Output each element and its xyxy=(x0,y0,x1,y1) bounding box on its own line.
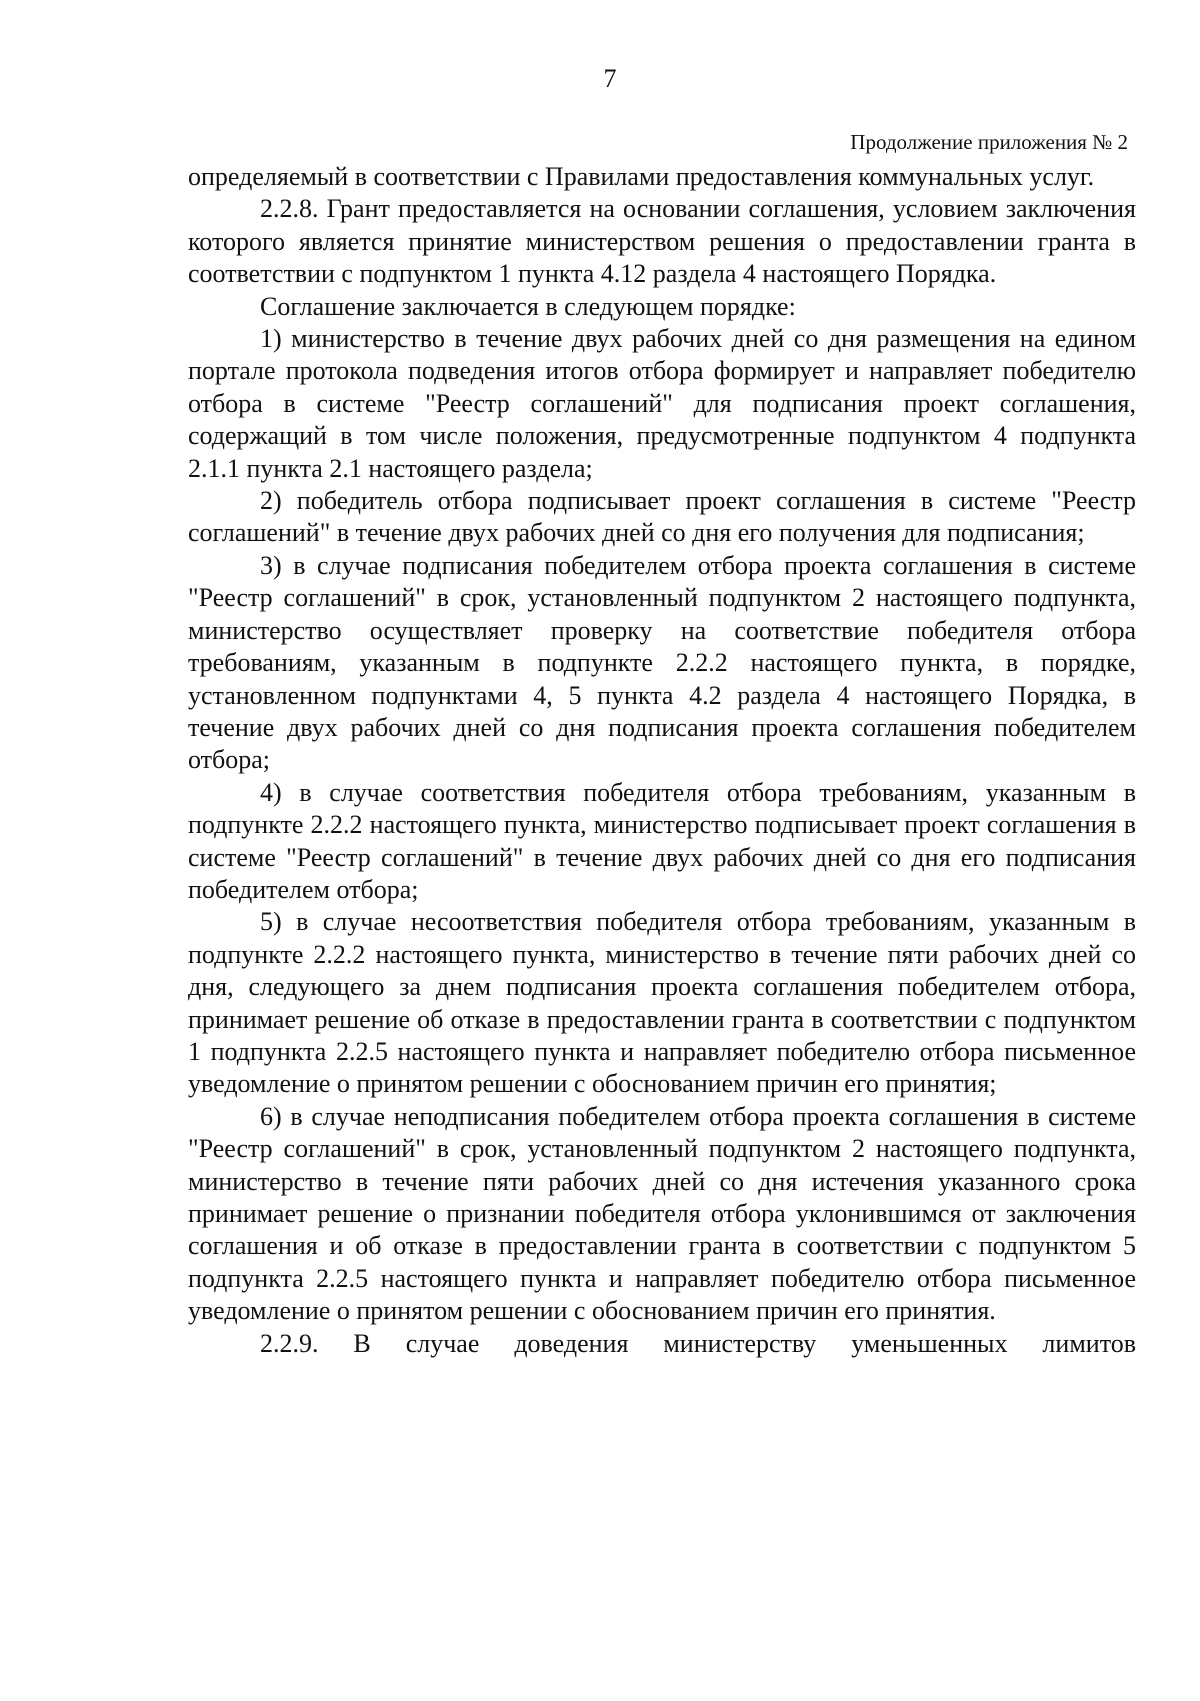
paragraph-2-2-9: 2.2.9. В случае доведения министерству уменьшенных лимитов xyxy=(260,1328,1136,1358)
paragraph-2-2-8: 2.2.8. Грант предоставляется на основании соглашения, условием заключения которого является принятие министерством решения о предоставлении гранта в соответствии с подпунктом 1 пункта 4.12 раздела 4 настоящего Порядка. xyxy=(188,194,1136,289)
document-body xyxy=(188,161,1136,1360)
page-number: 7 xyxy=(603,64,617,93)
paragraph-agreement-order: Соглашение заключается в следующем порядке: xyxy=(260,291,796,321)
list-item-5: 5) в случае несоответствия победителя отбора требованиям, указанным в подпункте 2.2.2 настоящего пункта, министерство в течение пяти рабочих дней со дня, следующего за днем подписания проекта соглашения победителем отбора, принимает решение об отказе в предоставлении гранта в соответствии с подпунктом 1 подпункта 2.2.5 настоящего пункта и направляет победителю отбора письменное уведомление о принятом решении с обоснованием причин его принятия; xyxy=(188,907,1136,1099)
list-item-4: 4) в случае соответствия победителя отбора требованиям, указанным в подпункте 2.2.2 настоящего пункта, министерство подписывает проект соглашения в системе "Реестр соглашений" в течение двух рабочих дней со дня его подписания победителем отбора; xyxy=(188,777,1136,904)
list-item-6: 6) в случае неподписания победителем отбора проекта соглашения в системе "Реестр соглашений" в срок, установленный подпунктом 2 настоящего подпункта, министерство в течение пяти рабочих дней со дня истечения указанного срока принимает решение о признании победителя отбора уклонившимся от заключения соглашения и об отказе в предоставлении гранта в соответствии с подпунктом 5 подпункта 2.2.5 настоящего пункта и направляет победителю отбора письменное уведомление о принятом решении с обоснованием причин его принятия. xyxy=(188,1101,1136,1326)
paragraph-continuation: определяемый в соответствии с Правилами предоставления коммунальных услуг. xyxy=(188,162,1095,191)
list-item-3: 3) в случае подписания победителем отбора проекта соглашения в системе "Реестр соглашений" в срок, установленный подпунктом 2 настоящего подпункта, министерство осуществляет проверку на соответствие победителя отбора требованиям, указанным в подпункте 2.2.2 настоящего пункта, в порядке, установленном подпунктами 4, 5 пункта 4.2 раздела 4 настоящего Порядка, в течение двух рабочих дней со дня подписания проекта соглашения победителем отбора; xyxy=(188,550,1136,775)
list-item-1: 1) министерство в течение двух рабочих дней со дня размещения на едином портале протокола подведения итогов отбора формирует и направляет победителю отбора в системе "Реестр соглашений" для подписания проект соглашения, содержащий в том числе положения, предусмотренные подпунктом 4 подпункта 2.1.1 пункта 2.1 настоящего раздела; xyxy=(188,324,1136,483)
list-item-2: 2) победитель отбора подписывает проект соглашения в системе "Реестр соглашений" в течение двух рабочих дней со дня его получения для подписания; xyxy=(188,486,1136,548)
appendix-continuation-note: Продолжение приложения № 2 xyxy=(850,130,1128,154)
